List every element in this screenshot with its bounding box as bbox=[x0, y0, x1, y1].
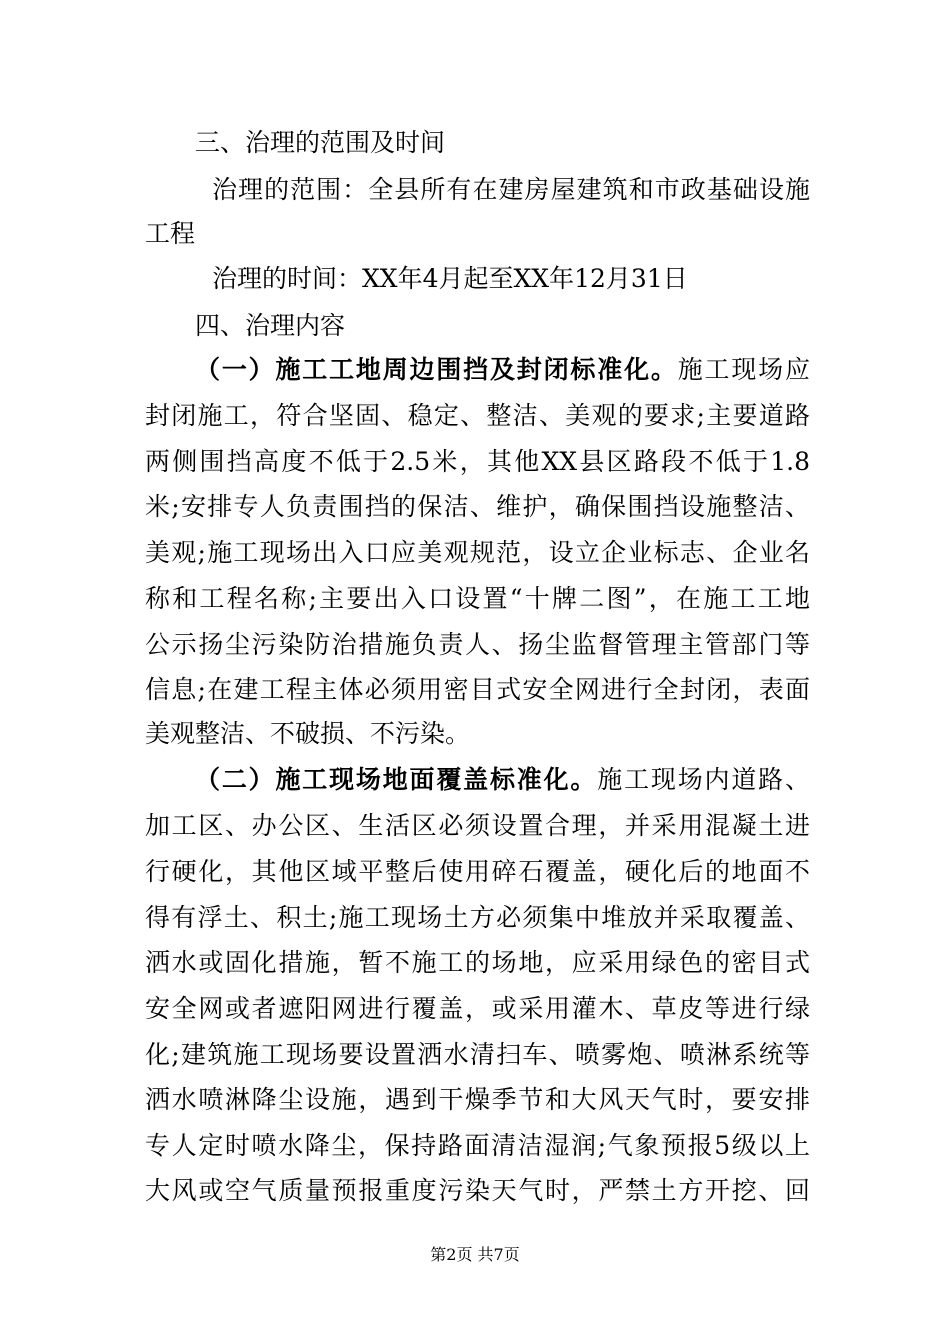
item-2-line: 化;建筑施工现场要设置洒水清扫车、喷雾炮、喷淋系统等 bbox=[145, 1040, 810, 1069]
item-2-line: 得有浮土、积土;施工现场土方必须集中堆放并采取覆盖、 bbox=[145, 903, 810, 932]
page-footer: 第2页 共7页 bbox=[430, 1245, 520, 1264]
item-2-line: 大风或空气质量预报重度污染天气时，严禁土方开挖、回 bbox=[145, 1176, 810, 1205]
item-1-line: 两侧围挡高度不低于2.5米，其他XX县区路段不低于1.8 bbox=[145, 447, 810, 476]
item-1-line: 信息;在建工程主体必须用密目式安全网进行全封闭，表面 bbox=[145, 675, 810, 704]
item-1-line: 称和工程名称;主要出入口设置“十牌二图”，在施工工地 bbox=[145, 584, 810, 613]
item-2-first-line bbox=[195, 765, 810, 795]
item-2-first-line-rest: 施工现场内道路、 bbox=[597, 765, 810, 794]
scope-line-2: 工程 bbox=[145, 219, 196, 248]
item-1-line: 美观;施工现场出入口应美观规范，设立企业标志、企业名 bbox=[145, 538, 810, 567]
item-1-title: （一）施工工地周边围挡及封闭标准化。 bbox=[195, 355, 678, 384]
item-2-line: 加工区、办公区、生活区必须设置合理，并采用混凝土进 bbox=[145, 811, 810, 840]
section-3-heading: 三、治理的范围及时间 bbox=[195, 128, 446, 157]
item-2-line: 洒水喷淋降尘设施，遇到干燥季节和大风天气时，要安排 bbox=[145, 1085, 810, 1114]
item-2-line: 行硬化，其他区域平整后使用碎石覆盖，硬化后的地面不 bbox=[145, 857, 810, 886]
item-1-line: 米;安排专人负责围挡的保洁、维护，确保围挡设施整洁、 bbox=[145, 492, 810, 521]
section-4-heading: 四、治理内容 bbox=[195, 311, 346, 340]
item-1-first-line bbox=[195, 355, 810, 385]
item-2-line: 安全网或者遮阳网进行覆盖，或采用灌木、草皮等进行绿 bbox=[145, 994, 810, 1023]
item-1-first-line-rest: 施工现场应 bbox=[677, 355, 810, 384]
item-2-title: （二）施工现场地面覆盖标准化。 bbox=[195, 765, 598, 794]
time-line: 治理的时间：XX年4月起至XX年12月31日 bbox=[212, 264, 688, 293]
item-1-line: 公示扬尘污染防治措施负责人、扬尘监督管理主管部门等 bbox=[145, 630, 810, 659]
item-2-line: 专人定时喷水降尘，保持路面清洁湿润;气象预报5级以上 bbox=[145, 1131, 810, 1160]
scope-line-1: 治理的范围：全县所有在建房屋建筑和市政基础设施 bbox=[212, 175, 810, 204]
item-1-last-line: 美观整洁、不破损、不污染。 bbox=[145, 719, 471, 748]
item-2-line: 洒水或固化措施，暂不施工的场地，应采用绿色的密目式 bbox=[145, 948, 810, 977]
item-1-line: 封闭施工，符合坚固、稳定、整洁、美观的要求;主要道路 bbox=[145, 401, 810, 430]
